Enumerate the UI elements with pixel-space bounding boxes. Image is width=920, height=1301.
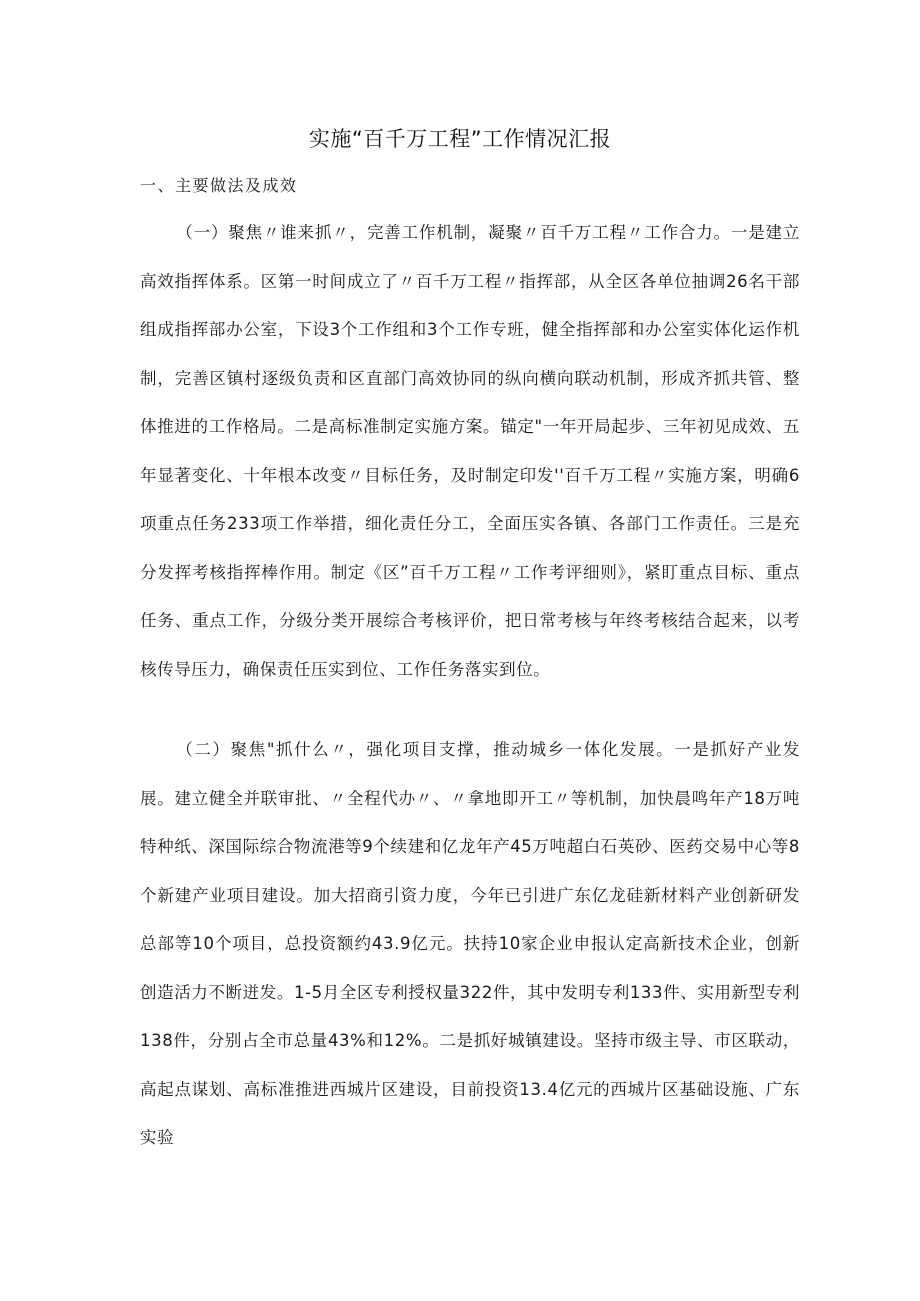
section-heading: 一、主要做法及成效 (140, 176, 298, 195)
document-title: 实施“百千万工程”工作情况汇报 (308, 127, 612, 151)
paragraph-2: （二）聚焦"抓什么〃，强化项目支撑，推动城乡一体化发展。一是抓好产业发展。建立健全并联审批、〃全程代办〃、〃拿地即开工〃等机制，加快晨鸣年产18万吨特种纸、深国际综合物流港等9个续建和亿龙年产45万吨超白石英砂、医药交易中心等8个新建产业项目建设。加大招商引资力度，今年已引进广东亿龙硅新材料产业创新研发总部等10个项目，总投资额约43.9亿元。扶持10家企业申报认定高新技术企业，创新创造活力不断迸发。1-5月全区专利授权量322件，其中发明专利133件、实用新型专利138件，分别占全市总量43%和12%。二是抓好城镇建设。坚持市级主导、市区联动，高起点谋划、高标准推进西城片区建设，目前投资13.4亿元的西城片区基础设施、广东实验 (140, 740, 800, 1147)
paragraph-1: （一）聚焦〃谁来抓〃，完善工作机制，凝聚〃百千万工程〃工作合力。一是建立高效指挥体系。区第一时间成立了〃百千万工程〃指挥部，从全区各单位抽调26名干部组成指挥部办公室，下设3个工作组和3个工作专班，健全指挥部和办公室实体化运作机制，完善区镇村逐级负责和区直部门高效协同的纵向横向联动机制，形成齐抓共管、整体推进的工作格局。二是高标准制定实施方案。锚定"一年开局起步、三年初见成效、五年显著变化、十年根本改变〃目标任务，及时制定印发''百千万工程〃实施方案，明确6项重点任务233项工作举措，细化责任分工，全面压实各镇、各部门工作责任。三是充分发挥考核指挥棒作用。制定《区”百千万工程〃工作考评细则》，紧盯重点目标、重点任务、重点工作，分级分类开展综合考核评价，把日常考核与年终考核结合起来，以考核传导压力，确保责任压实到位、工作任务落实到位。 (140, 223, 800, 679)
